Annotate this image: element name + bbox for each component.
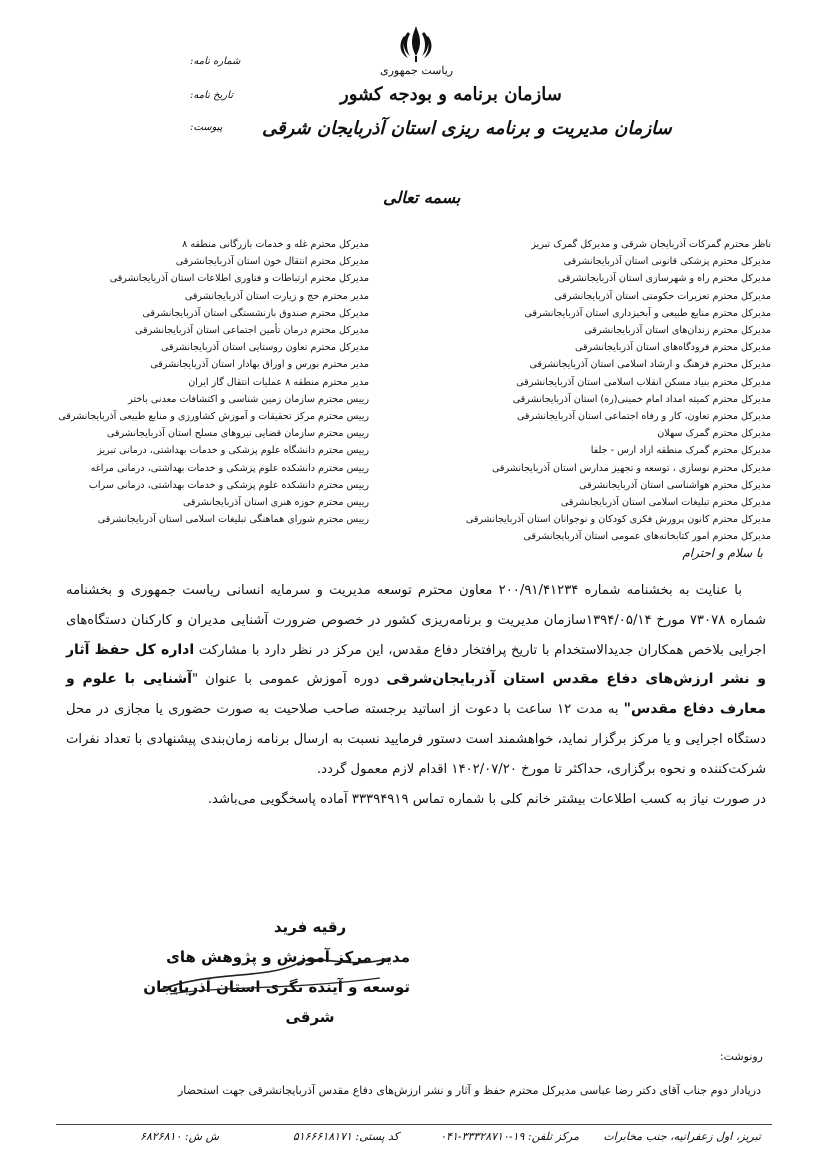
letter-date-label: تاریخ نامه: [190,90,233,101]
cc-text: دریادار دوم جناب آقای دکتر رضا عباسی مدیرکل محترم حفظ و آثار و نشر ارزش‌های دفاع مقدس آذربایجانشرقی جهت استحضار [177,1084,761,1097]
org-provincial-title: سازمان مدیریت و برنامه ریزی استان آذربایجان شرقی [262,118,672,139]
body-bold-office: اداره کل حفظ آثار و نشر ارزش‌های دفاع مقدس استان آذربایجان‌شرقی [66,641,766,688]
recipient-left-3: مدیرکل محترم ارتباطات و فناوری اطلاعات استان آذربایجانشرقی [109,273,369,285]
recipient-right-10: مدیرکل محترم کمیته امداد امام خمینی(ره) استان آذربایجانشرقی [512,393,771,405]
recipient-right-9: مدیرکل محترم بنیاد مسکن انقلاب اسلامی استان آذربایجانشرقی [516,376,771,388]
bismillah-heading: بسمه تعالی [383,188,461,207]
recipient-left-5: مدیرکل محترم صندوق بازنشستگی استان آذربایجانشرقی [142,307,369,319]
presidency-label: ریاست جمهوری [380,64,454,77]
org-national-title: سازمان برنامه و بودجه کشور [340,84,562,105]
recipient-left-17: رییس محترم شورای هماهنگی تبلیغات اسلامی استان آذربایجانشرقی [97,514,369,526]
recipient-right-8: مدیرکل محترم فرهنگ و ارشاد اسلامی استان آذربایجانشرقی [529,359,771,371]
body-text-part2: دوره آموزش عمومی با عنوان " [191,672,380,688]
recipient-left-11: رییس محترم مرکز تحقیقات و آموزش کشاورزی و منابع طبیعی آذربایجانشرقی [58,411,369,423]
recipient-right-5: مدیرکل محترم منابع طبیعی و آبخیزداری استان آذربایجانشرقی [524,307,771,319]
recipient-left-7: مدیرکل محترم تعاون روستایی استان آذربایجانشرقی [161,342,369,354]
recipient-left-2: مدیرکل محترم انتقال خون استان آذربایجانشرقی [175,256,369,268]
recipient-left-14: رییس محترم دانشکده علوم پزشکی و خدمات بهداشتی، درمانی مراغه [90,462,369,474]
body-paragraph-2: در صورت نیاز به کسب اطلاعات بیشتر خانم کلی با شماره تماس ۳۳۳۹۴۹۱۹ آماده پاسخگویی می‌باشد. [207,791,766,807]
recipient-right-13: مدیرکل محترم گمرک منطقه ازاد ارس - جلفا [590,445,771,457]
body-text-part1: با عنایت به بخشنامه شماره ۲۰۰/۹۱/۴۱۲۳۴ معاون محترم توسعه مدیریت و سرمایه انسانی ریاست جمهوری و بخشنامه شماره ۷۳۰۷۸ مورخ ۱۳۹۴/۰۵/۱۴سازمان مدیریت و برنامه‌ریزی کشور در خصوص ضرورت آشنایی مدیران و کارکنان دستگاه‌های اجرایی بلاخص همکاران جدیدالاستخدام با تاریخ پرافتخار دفاع مقدس، این مرکز در نظر دارد با مشارکت [66,583,766,658]
recipient-right-11: مدیرکل محترم تعاون، کار و رفاه اجتماعی استان آذربایجانشرقی [516,411,771,423]
recipient-left-1: مدیرکل محترم غله و خدمات بازرگانی منطقه ۸ [182,239,369,250]
recipient-right-17: مدیرکل محترم کانون پرورش فکری کودکان و نوجوانان استان آذربایجانشرقی [465,514,771,526]
signatory-name: رقیه فرید [273,918,347,936]
recipients-left-column [58,236,369,528]
recipient-right-2: مدیرکل محترم پزشکی قانونی استان آذربایجانشرقی [563,256,771,268]
signatory-title-line1: مدیر مرکز آموزش و پژوهش های [166,948,410,966]
recipient-right-14: مدیرکل محترم نوسازی ، توسعه و تجهیز مدارس استان آذربایجانشرقی [491,462,771,474]
recipient-left-15: رییس محترم دانشکده علوم پزشکی و خدمات بهداشتی، درمانی سراب [88,479,369,491]
footer-phone: مرکز تلفن: ۱۹-۳۳۳۲۸۷۱۰-۰۴۱ [440,1130,579,1143]
recipient-left-9: مدیر محترم منطقه ۸ عملیات انتقال گاز ایران [188,376,369,388]
signatory-title-line2: توسعه و آینده نگری استان آذربایجان [143,978,410,996]
letter-number-label: شماره نامه: [190,56,241,67]
recipient-right-1: ناظر محترم گمرکات آذربایجان شرقی و مدیرکل گمرک تبریز [531,239,771,250]
body-paragraph-1 [66,576,766,785]
attachment-label: پیوست: [190,122,223,133]
recipient-right-7: مدیرکل محترم فرودگاه‌های استان آذربایجانشرقی [574,342,771,354]
iran-emblem-icon [394,22,438,64]
handwritten-signature-icon [143,950,410,1000]
letter-body [66,576,766,814]
recipient-left-6: مدیرکل محترم درمان تأمین اجتماعی استان آذربایجانشرقی [135,325,369,337]
salutation: با سلام و احترام [682,546,763,560]
recipient-left-12: رییس محترم سازمان قضایی نیروهای مسلح استان آذربایجانشرقی [106,428,369,440]
recipient-right-15: مدیرکل محترم هواشناسی استان آذربایجانشرقی [579,479,771,491]
letter-date-field [190,90,233,101]
recipient-right-16: مدیرکل محترم تبلیغات اسلامی استان آذربایجانشرقی [560,497,771,509]
recipient-right-3: مدیرکل محترم راه و شهرسازی استان آذربایجانشرقی [557,273,771,285]
recipient-left-10: رییس محترم سازمان زمین شناسی و اکتشافات معدنی باختر [128,393,369,405]
recipient-left-13: رییس محترم دانشگاه علوم پزشکی و خدمات بهداشتی، درمانی تبریز [97,445,369,457]
recipient-right-4: مدیرکل محترم تعزیرات حکومتی استان آذربایجانشرقی [554,290,771,302]
letter-number-field [190,56,240,67]
recipient-left-8: مدیر محترم بورس و اوراق بهادار استان آذربایجانشرقی [150,359,369,371]
body-bold-course: آشنایی با علوم و معارف دفاع مقدس" [66,671,766,718]
recipient-left-16: رییس محترم حوزه هنری استان آذربایجانشرقی [182,497,369,509]
attachment-field [190,122,223,133]
footer-id-number: ش ش: ۶۸۲۶۸۱۰ [140,1130,219,1143]
footer-postal-code: کد پستی: ۵۱۶۶۶۱۸۱۷۱ [292,1130,399,1143]
footer-address: تبریز، اول زعفرانیه، جنب مخابرات [603,1130,761,1143]
recipient-right-6: مدیرکل محترم زندان‌های استان آذربایجانشرقی [584,325,771,337]
recipients-right-column [466,236,771,546]
body-text-part3: به مدت ۱۲ ساعت با دعوت از اساتید برجسته صاحب صلاحیت به صورت حضوری یا مجازی در محل دستگاه اجرایی و یا مرکز برگزار نماید، خواهشمند است دستور فرمایید نسبت به ارسال برنامه زمان‌بندی پیشنهادی با تعداد نفرات شرکت‌کننده و نحوه برگزاری، حداکثر تا مورخ ۱۴۰۲/۰۷/۲۰ اقدام لازم معمول گردد. [66,702,766,777]
footer-divider [56,1124,772,1125]
recipient-right-12: مدیرکل محترم گمرک سهلان [657,428,771,440]
signatory-title-line3: شرقی [285,1008,335,1026]
recipient-left-4: مدیر محترم حج و زیارت استان آذربایجانشرقی [184,290,369,302]
recipient-right-18: مدیرکل محترم امور کتابخانه‌های عمومی استان آذربایجانشرقی [523,531,771,543]
cc-title: رونوشت: [719,1050,763,1063]
